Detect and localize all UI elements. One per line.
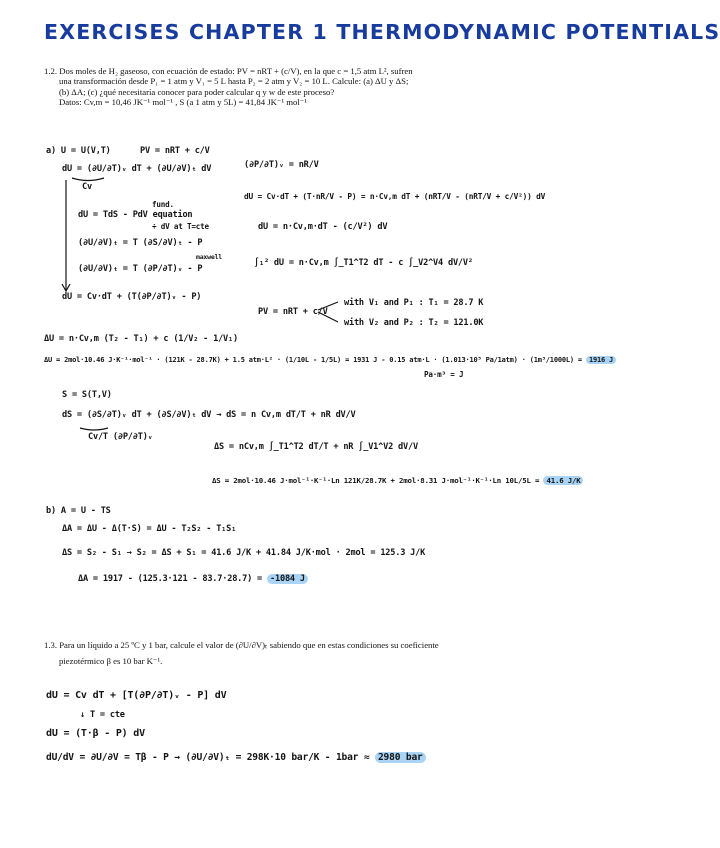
part-a-eos-again: PV = nRT + c/V bbox=[258, 307, 328, 317]
part-a-du-result-expression: dU = Cv·dT + (T(∂P/∂T)ᵥ - P) bbox=[62, 292, 202, 302]
problem-1-3-line2: piezotérmico β es 10 bar K⁻¹. bbox=[59, 656, 163, 667]
part-a-fundamental-equation: dU = TdS - PdV equation bbox=[78, 210, 193, 220]
p13-du-general: dU = Cv dT + [T(∂P/∂T)ᵥ - P] dV bbox=[46, 690, 227, 701]
part-a-dudv-entropy: (∂U/∂V)ₜ = T (∂S/∂V)ₜ - P bbox=[78, 238, 203, 248]
part-a-ds-numeric bbox=[212, 476, 583, 485]
p13-dudv-text: dU/dV = ∂U/∂V = Tβ - P → (∂U/∂V)ₜ = 298K·10 bar/K - 1bar ≈ bbox=[46, 752, 370, 763]
part-a-pa-units: Pa·m³ = J bbox=[424, 370, 464, 379]
part-a-du-formula: ΔU = n·Cv,m (T₂ - T₁) + c (1/V₂ - 1/V₁) bbox=[44, 334, 238, 344]
part-b-helmholtz: b) A = U - TS bbox=[46, 506, 111, 516]
part-a-cv-label: Cv bbox=[82, 182, 92, 192]
part-a-entropy-function: S = S(T,V) bbox=[62, 390, 112, 400]
part-a-ds-integral: ΔS = nCv,m ∫_T1^T2 dT/T + nR ∫_V1^V2 dV/V bbox=[214, 442, 418, 452]
part-a-t1: with V₁ and P₁ : T₁ = 28.7 K bbox=[344, 298, 484, 308]
part-a-du-simplified: dU = n·Cv,m·dT - (c/V²) dV bbox=[258, 222, 388, 232]
part-a-ds-result: 41.6 J/K bbox=[543, 476, 583, 485]
problem-1-2-line4: Datos: Cv,m = 10,46 JK⁻¹ mol⁻¹ , S (a 1 atm y 5L) = 41,84 JK⁻¹ mol⁻¹ bbox=[59, 97, 307, 108]
part-a-state-function: a) U = U(V,T) bbox=[46, 146, 111, 156]
part-a-divide-note: ÷ dV at T=cte bbox=[152, 222, 209, 231]
ds-cv-underbrace bbox=[80, 428, 108, 430]
part-b-result: -1084 J bbox=[267, 574, 308, 584]
part-a-t2: with V₂ and P₂ : T₂ = 121.0K bbox=[344, 318, 484, 328]
part-a-fund-label: fund. bbox=[152, 200, 174, 209]
part-b-s2: ΔS = S₂ - S₁ → S₂ = ΔS + S₁ = 41.6 J/K + 41.84 J/K·mol · 2mol = 125.3 J/K bbox=[62, 548, 426, 558]
problem-1-2-line3: (b) ΔA; (c) ¿qué necesitaría conocer para poder calcular q y w de este proceso? bbox=[59, 86, 335, 97]
cv-underbrace bbox=[72, 178, 104, 181]
part-a-dudv-pressure: (∂U/∂V)ₜ = T (∂P/∂T)ᵥ - P bbox=[78, 264, 203, 274]
p13-dudv-final bbox=[46, 752, 426, 763]
part-a-eos: PV = nRT + c/V bbox=[140, 146, 210, 156]
part-a-du-integral: ∫₁² dU = n·Cv,m ∫_T1^T2 dT - c ∫_V2^V4 dV/V² bbox=[254, 258, 473, 268]
part-a-ds-differential: dS = (∂S/∂T)ᵥ dT + (∂S/∂V)ₜ dV → dS = n Cv,m dT/T + nR dV/V bbox=[62, 410, 356, 420]
p13-du-isothermal: dU = (T·β - P) dV bbox=[46, 728, 145, 739]
part-b-delta-a: ΔA = ΔU - Δ(T·S) = ΔU - T₂S₂ - T₁S₁ bbox=[62, 524, 237, 534]
page-title: EXERCISES CHAPTER 1 THERMODYNAMIC POTENTIALS bbox=[44, 20, 720, 44]
p13-isothermal-note: ↓ T = cte bbox=[80, 710, 125, 720]
part-a-dpdt: (∂P/∂T)ᵥ = nR/V bbox=[244, 160, 319, 170]
problem-1-3-line1: 1.3. Para un líquido a 25 ºC y 1 bar, calcule el valor de (∂U/∂V)ₜ sabiendo que en estas condiciones su coeficiente bbox=[44, 640, 439, 650]
problem-1-3 bbox=[44, 640, 544, 667]
part-a-du-result: 1916 J bbox=[586, 356, 616, 364]
derivation-arrow-head bbox=[62, 284, 70, 291]
part-b-delta-a-text: ΔA = 1917 - (125.3·121 - 83.7·28.7) = bbox=[78, 574, 263, 584]
part-a-maxwell-label: maxwell bbox=[196, 253, 222, 261]
part-a-du-substituted: dU = Cv·dT + (T·nR/V - P) = n·Cv,m dT + (nRT/V - (nRT/V + c/V²)) dV bbox=[244, 192, 546, 201]
problem-1-2-line2: una transformación desde P₁ = 1 atm y V₁ = 5 L hasta P₂ = 2 atm y V₂ = 10 L. Calcule: (a) ΔU y ΔS; bbox=[59, 76, 409, 87]
part-a-du-numeric bbox=[44, 356, 616, 364]
part-a-du-total-differential: dU = (∂U/∂T)ᵥ dT + (∂U/∂V)ₜ dV bbox=[62, 164, 212, 174]
part-a-du-numeric-text: ΔU = 2mol·10.46 J·K⁻¹·mol⁻¹ · (121K - 28.7K) + 1.5 atm·L² · (1/10L - 1/5L) = 1931 J - 0.15 atm·L · (1.013·10⁵ Pa/1atm) · (1m³/1000L) = bbox=[44, 356, 582, 364]
problem-1-2 bbox=[44, 66, 514, 108]
part-a-ds-terms: Cv/T (∂P/∂T)ᵥ bbox=[88, 432, 153, 442]
p13-result: 2980 bar bbox=[375, 752, 426, 763]
part-b-delta-a-numeric bbox=[78, 574, 308, 584]
part-a-ds-numeric-text: ΔS = 2mol·10.46 J·mol⁻¹·K⁻¹·Ln 121K/28.7K + 2mol·8.31 J·mol⁻¹·K⁻¹·Ln 10L/5L = bbox=[212, 476, 540, 485]
problem-1-2-line1: 1.2. Dos moles de H₂ gaseoso, con ecuación de estado: PV = nRT + (c/V), en la que c = 1,5 atm L², sufren bbox=[44, 66, 413, 76]
